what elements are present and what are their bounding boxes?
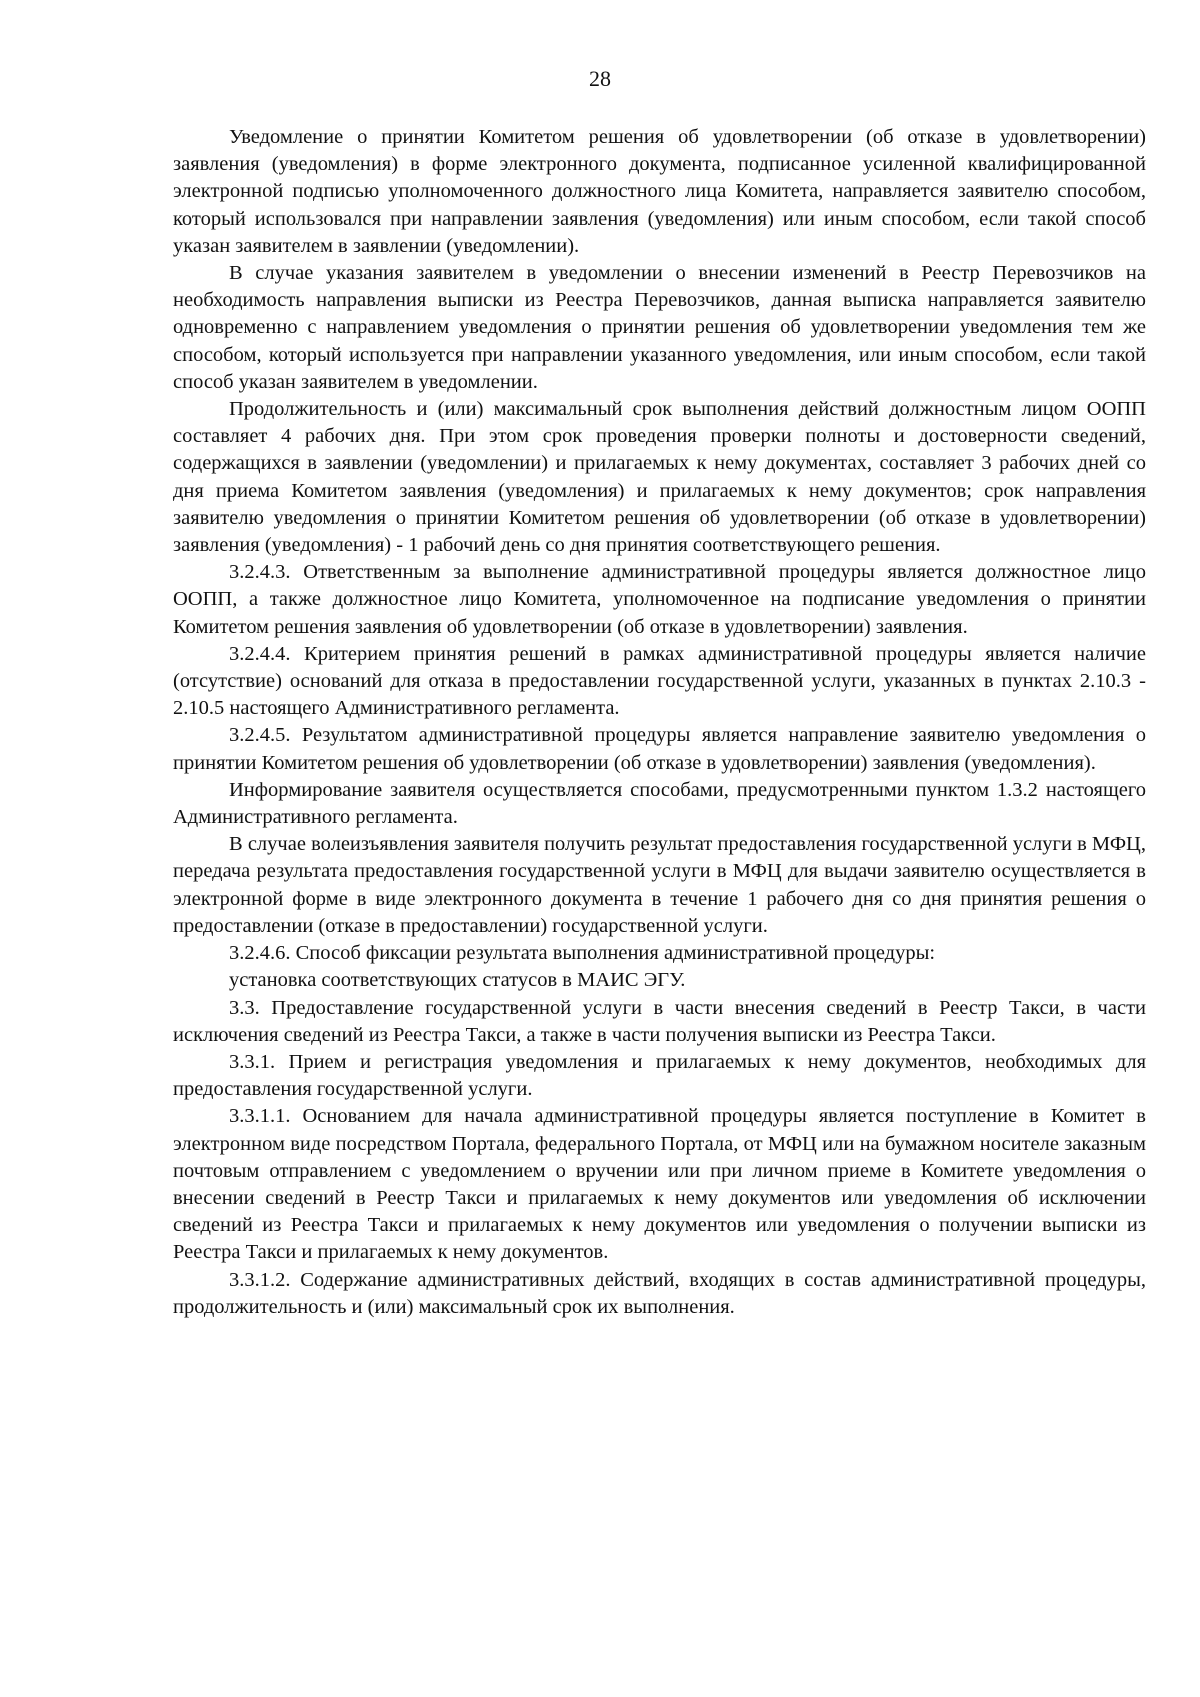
paragraph-informing: Информирование заявителя осуществляется способами, предусмотренными пунктом 1.3.2 настоящего Административного регламента. [173, 778, 1146, 829]
paragraph-3-2-4-4: 3.2.4.4. Критерием принятия решений в рамках административной процедуры является наличие (отсутствие) оснований для отказа в предоставлении государственной услуги, указанных в пунктах 2.10.3 - 2.10.5 настоящего Административного регламента. [173, 642, 1146, 720]
paragraph-status-setting: установка соответствующих статусов в МАИС ЭГУ. [229, 969, 686, 992]
paragraph-3-3-1-1: 3.3.1.1. Основанием для начала административной процедуры является поступление в Комитет в электронном виде посредством Портала, федерального Портала, от МФЦ или на бумажном носителе заказным почтовым отправлением с уведомлением о вручении или при личном приеме в Комитете уведомления о внесении сведений в Реестр Такси и прилагаемых к нему документов или уведомления об исключении сведений из Реестра Такси и прилагаемых к нему документов или уведомления о получении выписки из Реестра Такси и прилагаемых к нему документов. [173, 1105, 1146, 1264]
paragraph-3-3-1: 3.3.1. Прием и регистрация уведомления и прилагаемых к нему документов, необходимых для предоставления государственной услуги. [173, 1050, 1146, 1101]
paragraph-mfc-delivery: В случае волеизъявления заявителя получить результат предоставления государственной услуги в МФЦ, передача результата предоставления государственной услуги в МФЦ для выдачи заявителю осуществляется в электронной форме в виде электронного документа в течение 1 рабочего дня со дня принятия решения о предоставлении (отказе в предоставлении) государственной услуги. [173, 833, 1146, 937]
paragraph-3-2-4-6: 3.2.4.6. Способ фиксации результата выполнения административной процедуры: [229, 942, 936, 965]
paragraph-3-3-1-2: 3.3.1.2. Содержание административных действий, входящих в состав административной процедуры, продолжительность и (или) максимальный срок их выполнения. [173, 1268, 1146, 1318]
paragraph-carrier-registry-extract: В случае указания заявителем в уведомлении о внесении изменений в Реестр Перевозчиков на необходимость направления выписки из Реестра Перевозчиков, данная выписка направляется заявителю одновременно с направлением уведомления о принятии решения об удовлетворении уведомления тем же способом, который используется при направлении указанного уведомления, или иным способом, если такой способ указан заявителем в уведомлении. [173, 262, 1146, 393]
document-body [173, 124, 1146, 1321]
paragraph-3-2-4-3: 3.2.4.3. Ответственным за выполнение административной процедуры является должностное лицо ООПП, а также должностное лицо Комитета, уполномоченное на подписание уведомления о принятии Комитетом решения заявления об удовлетворении (об отказе в удовлетворении) заявления. [173, 561, 1146, 638]
paragraph-duration: Продолжительность и (или) максимальный срок выполнения действий должностным лицом ООПП составляет 4 рабочих дня. При этом срок проведения проверки полноты и достоверности сведений, содержащихся в заявлении (уведомлении) и прилагаемых к нему документах, составляет 3 рабочих дней со дня приема Комитетом заявления (уведомления) и прилагаемых к нему документов; срок направления заявителю уведомления о принятии Комитетом решения об удовлетворении (об отказе в удовлетворении) заявления (уведомления) - 1 рабочий день со дня принятия соответствующего решения. [173, 398, 1146, 557]
paragraph-3-2-4-5: 3.2.4.5. Результатом административной процедуры является направление заявителю уведомления о принятии Комитетом решения об удовлетворении (об отказе в удовлетворении) заявления (уведомления). [173, 724, 1146, 774]
paragraph-3-3: 3.3. Предоставление государственной услуги в части внесения сведений в Реестр Такси, в части исключения сведений из Реестра Такси, а также в части получения выписки из Реестра Такси. [173, 996, 1146, 1046]
page-number: 28 [589, 66, 611, 91]
paragraph-notification-delivery: Уведомление о принятии Комитетом решения об удовлетворении (об отказе в удовлетворении) заявления (уведомления) в форме электронного документа, подписанное усиленной квалифицированной электронной подписью уполномоченного должностного лица Комитета, направляется заявителю способом, который использовался при направлении заявления (уведомления) или иным способом, если такой способ указан заявителем в заявлении (уведомлении). [173, 126, 1146, 257]
